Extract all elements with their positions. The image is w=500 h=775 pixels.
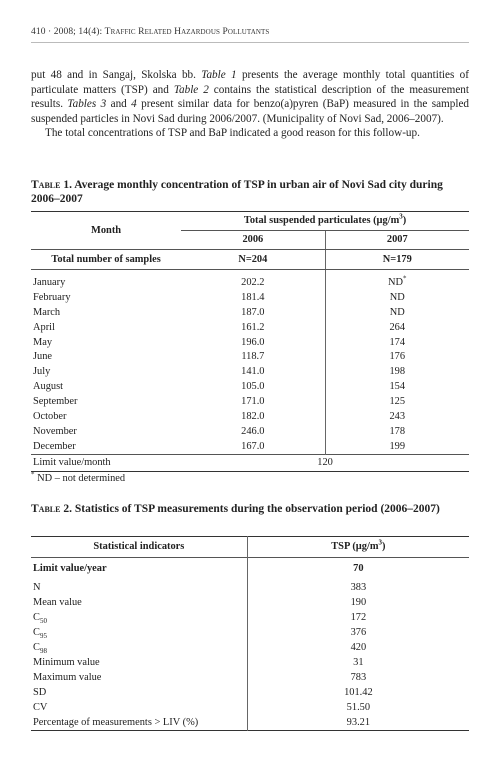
table-row — [31, 350, 469, 365]
indicator-value-cell: 51.50 — [346, 701, 371, 713]
indicator-value-cell: 383 — [350, 581, 367, 593]
value-2007-text: 174 — [389, 336, 406, 348]
month-header: Month — [31, 212, 181, 250]
table-row — [31, 380, 469, 395]
table-1-caption — [31, 178, 469, 206]
paragraph-1-text: put 48 and in Sangaj, Skolska bb. — [31, 69, 202, 81]
value-2007-cell — [325, 320, 469, 335]
table-row — [31, 685, 469, 700]
year-2006-header: 2006 — [181, 231, 325, 250]
value-2006-cell: 105.0 — [181, 380, 325, 395]
indicator-cell — [31, 700, 247, 715]
table-row — [31, 439, 469, 454]
indicator-label: Minimum value — [33, 656, 100, 668]
indicator-label: CV — [33, 701, 48, 713]
table-row — [31, 305, 469, 320]
indicator-value-cell: 420 — [350, 641, 367, 653]
table-2-body — [31, 580, 469, 731]
table-2-caption — [31, 502, 469, 516]
table-row — [31, 424, 469, 439]
paragraph-1-text: contains the statistical description of the measurement results. — [31, 83, 469, 110]
indicator-value-cell: 376 — [350, 626, 367, 638]
indicator-cell — [31, 625, 247, 640]
table-row — [31, 410, 469, 425]
value-2007-cell — [325, 335, 469, 350]
month-cell: February — [33, 291, 71, 303]
value-2007-text: 199 — [389, 440, 406, 452]
table-row — [31, 700, 469, 715]
samples-2006: N=204 — [181, 250, 325, 270]
value-2007-cell — [325, 290, 469, 305]
indicator-value-cell: 190 — [350, 596, 367, 608]
indicator-cell — [31, 580, 247, 595]
table-2 — [31, 536, 469, 731]
value-2007-cell — [325, 395, 469, 410]
header-divider — [31, 42, 469, 43]
tsp-group-header — [181, 212, 469, 231]
month-cell: April — [33, 321, 55, 333]
samples-label: Total number of samples — [31, 250, 181, 270]
value-2007-cell — [325, 424, 469, 439]
value-2007-text: 264 — [389, 321, 406, 333]
running-head-prefix: 410 · 2008; 14(4): — [31, 27, 105, 37]
limit-month-value: 120 — [317, 457, 333, 469]
table-row — [31, 610, 469, 625]
value-2006-cell: 196.0 — [181, 335, 325, 350]
month-cell: October — [33, 410, 67, 422]
value-2006-cell: 141.0 — [181, 365, 325, 380]
table-row — [31, 335, 469, 350]
table-1-title: Average monthly concentration of TSP in urban air of Novi Sad city during 2006–2007 — [31, 179, 443, 205]
indicator-value-cell: 93.21 — [346, 716, 371, 728]
table-row — [31, 625, 469, 640]
indicator-cell — [31, 655, 247, 670]
month-cell: December — [33, 440, 76, 452]
tsp-group-header-end: ) — [402, 215, 407, 226]
indicator-cell — [31, 715, 247, 731]
month-cell: September — [33, 396, 78, 408]
table-row — [31, 290, 469, 305]
table-2-header-row — [31, 537, 469, 558]
value-2006-cell: 187.0 — [181, 305, 325, 320]
value-2006-cell: 181.4 — [181, 290, 325, 305]
value-2007-text: ND — [389, 291, 405, 303]
indicator-label: SD — [33, 686, 47, 698]
table-2-label: Table 2. — [31, 503, 72, 515]
table-1-reference: Table 1 — [201, 69, 237, 81]
value-2007-cell — [325, 380, 469, 395]
indicator-value-cell: 101.42 — [344, 686, 373, 698]
table-row — [31, 595, 469, 610]
value-2006-cell: 202.2 — [181, 276, 325, 291]
indicator-cell — [31, 640, 247, 655]
value-2007-text: 243 — [389, 410, 406, 422]
table-row — [31, 715, 469, 731]
value-2007-text: ND — [388, 276, 404, 288]
table-1-body — [31, 276, 469, 455]
tsp-group-header-sup: 3 — [399, 212, 403, 221]
value-2007-text: 198 — [389, 366, 406, 378]
limit-month-row — [31, 455, 469, 472]
tsp-header-end: ) — [382, 541, 386, 552]
value-2007-text: ND — [389, 306, 405, 318]
table-row — [31, 276, 469, 291]
value-2007-cell — [325, 365, 469, 380]
statistical-indicators-header: Statistical indicators — [31, 537, 247, 558]
indicator-label: Percentage of measurements > LIV (%) — [33, 716, 199, 728]
body-text — [31, 68, 469, 141]
table-row — [31, 655, 469, 670]
paragraph-1-text: presents the average monthly total quantities of particulate matters (TSP) and — [31, 69, 469, 96]
tsp-header — [247, 537, 469, 558]
table-row — [31, 320, 469, 335]
indicator-label: C — [33, 626, 40, 638]
indicator-cell — [31, 595, 247, 610]
value-2007-cell — [325, 410, 469, 425]
indicator-subscript: 95 — [39, 631, 47, 640]
indicator-value-cell: 31 — [353, 656, 364, 668]
table-1-footnote — [31, 470, 126, 484]
table-row — [31, 640, 469, 655]
value-2007-cell — [325, 276, 469, 291]
tsp-header-text: TSP (µg/m — [331, 541, 379, 552]
limit-year-value: 70 — [353, 563, 364, 574]
tsp-header-sup: 3 — [378, 538, 383, 547]
value-2007-text: 125 — [389, 396, 406, 408]
footnote-mark: * — [403, 274, 407, 283]
table-1 — [31, 211, 469, 472]
value-2006-cell: 171.0 — [181, 395, 325, 410]
value-2007-cell — [325, 305, 469, 320]
table-2-title: Statistics of TSP measurements during the observation period (2006–2007) — [71, 503, 440, 515]
value-2007-cell — [325, 350, 469, 365]
table-row — [31, 395, 469, 410]
paragraph-1-text: and — [106, 98, 132, 110]
value-2006-cell: 161.2 — [181, 320, 325, 335]
month-cell: July — [33, 366, 51, 378]
indicator-label: C — [33, 611, 40, 623]
limit-year-row — [31, 558, 469, 581]
table-row — [31, 365, 469, 380]
limit-month-label: Limit value/month — [33, 457, 111, 469]
indicator-subscript: 50 — [39, 616, 47, 625]
indicator-label: C — [33, 641, 40, 653]
month-cell: June — [33, 351, 53, 363]
indicator-cell — [31, 670, 247, 685]
footnote-mark: * — [31, 470, 35, 479]
indicator-label: Maximum value — [33, 671, 102, 683]
table-row — [31, 580, 469, 595]
paragraph-2: The total concentrations of TSP and BaP indicated a good reason for this follow-up. — [45, 127, 420, 139]
table-3-reference: Tables 3 — [67, 98, 107, 110]
samples-2007: N=179 — [325, 250, 469, 270]
value-2006-cell: 182.0 — [181, 410, 325, 425]
running-head — [31, 27, 269, 37]
paragraph-1-text: present similar data for benzo(a)pyren (BaP) measured in the sampled suspended particles in Novi Sad during 2006/2007. (Municipality of Novi Sad, 2006–2007). — [31, 98, 470, 125]
footnote-text: ND – not determined — [34, 473, 126, 484]
running-head-journal: Traffic Related Hazardous Pollutants — [104, 27, 270, 37]
year-2007-header: 2007 — [325, 231, 469, 250]
indicator-value-cell: 172 — [350, 611, 367, 623]
indicator-value-cell: 783 — [350, 671, 367, 683]
value-2007-text: 176 — [389, 351, 406, 363]
samples-row — [31, 250, 469, 270]
value-2006-cell: 246.0 — [181, 424, 325, 439]
value-2007-text: 154 — [389, 381, 406, 393]
month-cell: March — [33, 306, 61, 318]
indicator-label: N — [33, 581, 41, 593]
indicator-cell — [31, 685, 247, 700]
value-2007-text: 178 — [389, 425, 406, 437]
month-cell: November — [33, 425, 77, 437]
month-cell: January — [33, 276, 66, 288]
table-1-header-row — [31, 212, 469, 231]
table-1-label: Table 1. — [31, 179, 72, 191]
month-cell: May — [33, 336, 53, 348]
table-4-reference: 4 — [131, 98, 137, 110]
limit-year-label: Limit value/year — [31, 558, 247, 581]
value-2006-cell: 167.0 — [181, 439, 325, 454]
paragraph-1 — [31, 68, 469, 126]
value-2006-cell: 118.7 — [181, 350, 325, 365]
value-2007-cell — [325, 439, 469, 454]
tsp-group-header-text: Total suspended particulates (µg/m — [243, 215, 400, 226]
indicator-label: Mean value — [33, 596, 82, 608]
table-row — [31, 670, 469, 685]
indicator-cell — [31, 610, 247, 625]
indicator-subscript: 98 — [39, 646, 47, 655]
month-cell: August — [33, 381, 64, 393]
table-2-reference: Table 2 — [173, 83, 209, 96]
